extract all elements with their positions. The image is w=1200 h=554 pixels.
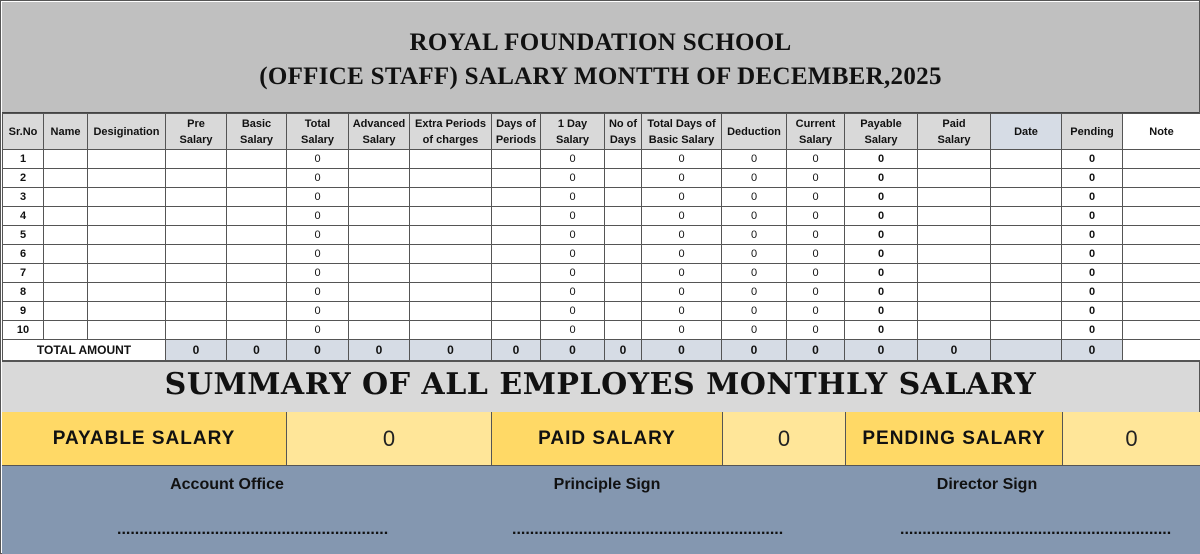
cell-date[interactable]: [991, 169, 1062, 188]
summary-boxes: [2, 412, 1200, 466]
cell-total-days-basic-salary[interactable]: 0: [642, 264, 722, 283]
cell-no-of-days[interactable]: [605, 302, 642, 321]
cell-name[interactable]: [44, 226, 88, 245]
header-line-1: Total: [304, 117, 331, 130]
cell-one-day-salary[interactable]: 0: [541, 169, 605, 188]
cell-pre-salary[interactable]: [166, 188, 227, 207]
cell-pre-salary[interactable]: [166, 169, 227, 188]
summary-banner: [2, 361, 1199, 413]
total-basic-salary: 0: [227, 340, 287, 361]
cell-extra-periods[interactable]: [410, 245, 492, 264]
total-days-of-periods: 0: [492, 340, 541, 361]
pending-salary-value[interactable]: 0: [1063, 412, 1200, 465]
cell-paid-salary[interactable]: [918, 283, 991, 302]
cell-date[interactable]: [991, 226, 1062, 245]
header-line-1: Date: [1014, 125, 1038, 138]
header-line-2: Salary: [362, 133, 396, 146]
cell-designation[interactable]: [88, 302, 166, 321]
header-line-1: Current: [795, 117, 836, 130]
total-total-days-basic-salary: 0: [642, 340, 722, 361]
cell-name[interactable]: [44, 302, 88, 321]
header-date: [991, 114, 1062, 150]
total-amount-label: TOTAL AMOUNT: [3, 340, 166, 361]
header-line-1: Name: [50, 125, 81, 138]
header-line-2: Salary: [300, 133, 335, 146]
cell-date[interactable]: [991, 150, 1062, 169]
cell-sr-no: 6: [3, 245, 44, 264]
cell-date[interactable]: [991, 283, 1062, 302]
table-header-row: [3, 114, 1200, 150]
cell-current-salary[interactable]: 0: [787, 321, 845, 340]
cell-extra-periods[interactable]: [410, 150, 492, 169]
header-extra-periods: [410, 114, 492, 150]
cell-designation[interactable]: [88, 321, 166, 340]
cell-basic-salary[interactable]: [227, 283, 287, 302]
account-office-label: Account Office: [170, 476, 284, 493]
cell-sr-no: 8: [3, 283, 44, 302]
cell-payable-salary[interactable]: 0: [845, 188, 918, 207]
cell-pre-salary[interactable]: [166, 283, 227, 302]
cell-no-of-days[interactable]: [605, 321, 642, 340]
header-no-of-days: [605, 114, 642, 150]
cell-note[interactable]: [1123, 150, 1200, 169]
cell-advanced-salary[interactable]: [349, 302, 410, 321]
cell-pre-salary[interactable]: [166, 226, 227, 245]
cell-current-salary[interactable]: 0: [787, 283, 845, 302]
cell-sr-no: 10: [3, 321, 44, 340]
table-row: [3, 207, 1200, 226]
cell-extra-periods[interactable]: [410, 302, 492, 321]
cell-note[interactable]: [1123, 321, 1200, 340]
cell-one-day-salary[interactable]: 0: [541, 226, 605, 245]
cell-designation[interactable]: [88, 207, 166, 226]
header-line-2: Salary: [179, 133, 213, 146]
cell-pre-salary[interactable]: [166, 245, 227, 264]
cell-designation[interactable]: [88, 188, 166, 207]
principle-sign-label: Principle Sign: [553, 476, 661, 493]
total-paid-salary: 0: [918, 340, 991, 361]
cell-name[interactable]: [44, 188, 88, 207]
cell-advanced-salary[interactable]: [349, 150, 410, 169]
cell-extra-periods[interactable]: [410, 264, 492, 283]
cell-total-days-basic-salary[interactable]: 0: [642, 283, 722, 302]
cell-advanced-salary[interactable]: [349, 188, 410, 207]
cell-pre-salary[interactable]: [166, 150, 227, 169]
cell-basic-salary[interactable]: [227, 245, 287, 264]
table-row: [3, 169, 1200, 188]
cell-deduction[interactable]: 0: [722, 245, 787, 264]
cell-deduction[interactable]: 0: [722, 169, 787, 188]
cell-current-salary[interactable]: 0: [787, 264, 845, 283]
cell-sr-no: 4: [3, 207, 44, 226]
cell-one-day-salary[interactable]: 0: [541, 283, 605, 302]
header-line-1: Desigination: [93, 125, 160, 138]
total-date: [991, 340, 1062, 361]
cell-deduction[interactable]: 0: [722, 283, 787, 302]
cell-one-day-salary[interactable]: 0: [541, 321, 605, 340]
header-line-2: Salary: [864, 133, 898, 146]
cell-pre-salary[interactable]: [166, 302, 227, 321]
cell-designation[interactable]: [88, 264, 166, 283]
cell-total-days-basic-salary[interactable]: 0: [642, 302, 722, 321]
cell-sr-no: 7: [3, 264, 44, 283]
school-title: ROYAL FOUNDATION SCHOOL: [409, 29, 792, 56]
cell-advanced-salary[interactable]: [349, 245, 410, 264]
cell-payable-salary[interactable]: 0: [845, 264, 918, 283]
cell-payable-salary[interactable]: 0: [845, 169, 918, 188]
cell-advanced-salary[interactable]: [349, 207, 410, 226]
header-line-2: Salary: [798, 133, 833, 146]
cell-pre-salary[interactable]: [166, 264, 227, 283]
cell-pre-salary[interactable]: [166, 321, 227, 340]
cell-pending[interactable]: 0: [1062, 169, 1123, 188]
cell-basic-salary[interactable]: [227, 150, 287, 169]
pending-salary-label: PENDING SALARY: [846, 412, 1063, 465]
cell-date[interactable]: [991, 264, 1062, 283]
header-line-1: Pre: [187, 117, 205, 130]
cell-note[interactable]: [1123, 169, 1200, 188]
cell-paid-salary[interactable]: [918, 302, 991, 321]
cell-current-salary[interactable]: 0: [787, 207, 845, 226]
cell-total-salary[interactable]: 0: [287, 226, 349, 245]
header-current-salary: [787, 114, 845, 150]
header-line-1: Days of: [496, 117, 536, 130]
header-total-days-basic-salary: [642, 114, 722, 150]
cell-total-days-basic-salary[interactable]: 0: [642, 226, 722, 245]
header-note: [1123, 114, 1200, 150]
cell-total-salary[interactable]: 0: [287, 188, 349, 207]
principle-signature-line[interactable]: .............................................................: [512, 521, 784, 538]
header-line-1: Advanced: [352, 117, 406, 130]
header-line-1: 1 Day: [557, 117, 588, 130]
cell-deduction[interactable]: 0: [722, 226, 787, 245]
table-row: [3, 226, 1200, 245]
cell-deduction[interactable]: 0: [722, 207, 787, 226]
cell-pending[interactable]: 0: [1062, 245, 1123, 264]
cell-designation[interactable]: [88, 283, 166, 302]
title-banner: [2, 2, 1199, 113]
cell-basic-salary[interactable]: [227, 302, 287, 321]
header-line-2: Periods: [495, 133, 537, 146]
cell-note[interactable]: [1123, 264, 1200, 283]
header-total-salary: [287, 114, 349, 150]
cell-payable-salary[interactable]: 0: [845, 226, 918, 245]
table-row: [3, 264, 1200, 283]
cell-deduction[interactable]: 0: [722, 150, 787, 169]
header-days-of-periods: [492, 114, 541, 150]
cell-name[interactable]: [44, 283, 88, 302]
cell-days-of-periods[interactable]: [492, 302, 541, 321]
header-line-1: Paid: [942, 117, 966, 130]
cell-deduction[interactable]: 0: [722, 188, 787, 207]
cell-sr-no: 2: [3, 169, 44, 188]
cell-basic-salary[interactable]: [227, 188, 287, 207]
cell-total-salary[interactable]: 0: [287, 321, 349, 340]
payable-salary-label: PAYABLE SALARY: [2, 412, 287, 465]
header-basic-salary: [227, 114, 287, 150]
cell-name[interactable]: [44, 169, 88, 188]
cell-date[interactable]: [991, 207, 1062, 226]
total-note: [1123, 340, 1200, 361]
total-pending: 0: [1062, 340, 1123, 361]
header-deduction: [722, 114, 787, 150]
cell-advanced-salary[interactable]: [349, 169, 410, 188]
cell-days-of-periods[interactable]: [492, 245, 541, 264]
header-line-1: Payable: [860, 117, 902, 130]
header-line-1: Note: [1149, 125, 1174, 138]
cell-advanced-salary[interactable]: [349, 226, 410, 245]
total-current-salary: 0: [787, 340, 845, 361]
cell-date[interactable]: [991, 321, 1062, 340]
cell-paid-salary[interactable]: [918, 150, 991, 169]
total-pre-salary: 0: [166, 340, 227, 361]
cell-date[interactable]: [991, 188, 1062, 207]
sheet-subtitle: (OFFICE STAFF) SALARY MONTTH OF DECEMBER,2025: [259, 63, 942, 90]
cell-total-salary[interactable]: 0: [287, 207, 349, 226]
cell-basic-salary[interactable]: [227, 321, 287, 340]
table-row: [3, 150, 1200, 169]
cell-designation[interactable]: [88, 150, 166, 169]
cell-one-day-salary[interactable]: 0: [541, 150, 605, 169]
total-deduction: 0: [722, 340, 787, 361]
cell-basic-salary[interactable]: [227, 226, 287, 245]
table-row: [3, 188, 1200, 207]
cell-deduction[interactable]: 0: [722, 264, 787, 283]
cell-total-salary[interactable]: 0: [287, 150, 349, 169]
cell-pre-salary[interactable]: [166, 207, 227, 226]
header-line-2: Salary: [937, 133, 971, 146]
cell-no-of-days[interactable]: [605, 207, 642, 226]
header-line-1: No of: [608, 117, 638, 130]
cell-name[interactable]: [44, 150, 88, 169]
cell-current-salary[interactable]: 0: [787, 245, 845, 264]
summary-title: SUMMARY OF ALL EMPLOYES MONTHLY SALARY: [164, 367, 1037, 402]
header-paid-salary: [918, 114, 991, 150]
header-line-2: Days: [609, 133, 637, 146]
header-sr-no: [3, 114, 44, 150]
total-total-salary: 0: [287, 340, 349, 361]
cell-total-days-basic-salary[interactable]: 0: [642, 188, 722, 207]
cell-days-of-periods[interactable]: [492, 207, 541, 226]
cell-sr-no: 3: [3, 188, 44, 207]
cell-one-day-salary[interactable]: 0: [541, 264, 605, 283]
cell-name[interactable]: [44, 207, 88, 226]
cell-total-days-basic-salary[interactable]: 0: [642, 169, 722, 188]
cell-designation[interactable]: [88, 245, 166, 264]
cell-payable-salary[interactable]: 0: [845, 321, 918, 340]
header-advanced-salary: [349, 114, 410, 150]
cell-no-of-days[interactable]: [605, 264, 642, 283]
cell-pending[interactable]: 0: [1062, 321, 1123, 340]
cell-no-of-days[interactable]: [605, 150, 642, 169]
total-payable-salary: 0: [845, 340, 918, 361]
total-no-of-days: 0: [605, 340, 642, 361]
cell-extra-periods[interactable]: [410, 207, 492, 226]
header-line-2: Salary: [555, 133, 590, 146]
total-amount-row: [3, 340, 1200, 361]
header-line-1: Deduction: [727, 125, 781, 138]
cell-days-of-periods[interactable]: [492, 226, 541, 245]
header-pre-salary: [166, 114, 227, 150]
cell-one-day-salary[interactable]: 0: [541, 188, 605, 207]
cell-paid-salary[interactable]: [918, 321, 991, 340]
cell-paid-salary[interactable]: [918, 245, 991, 264]
header-line-2: of charges: [422, 133, 479, 146]
cell-advanced-salary[interactable]: [349, 264, 410, 283]
cell-one-day-salary[interactable]: 0: [541, 207, 605, 226]
cell-extra-periods[interactable]: [410, 283, 492, 302]
cell-total-salary[interactable]: 0: [287, 283, 349, 302]
cell-sr-no: 9: [3, 302, 44, 321]
cell-note[interactable]: [1123, 283, 1200, 302]
cell-basic-salary[interactable]: [227, 207, 287, 226]
header-one-day-salary: [541, 114, 605, 150]
cell-name[interactable]: [44, 245, 88, 264]
paid-salary-value[interactable]: 0: [723, 412, 846, 465]
cell-total-salary[interactable]: 0: [287, 302, 349, 321]
cell-paid-salary[interactable]: [918, 169, 991, 188]
cell-note[interactable]: [1123, 302, 1200, 321]
cell-total-days-basic-salary[interactable]: 0: [642, 321, 722, 340]
cell-pending[interactable]: 0: [1062, 188, 1123, 207]
header-line-1: Sr.No: [8, 125, 38, 138]
cell-total-salary[interactable]: 0: [287, 169, 349, 188]
cell-days-of-periods[interactable]: [492, 321, 541, 340]
cell-total-salary[interactable]: 0: [287, 245, 349, 264]
cell-note[interactable]: [1123, 245, 1200, 264]
table-row: [3, 245, 1200, 264]
director-sign-label: Director Sign: [936, 476, 1038, 493]
cell-total-days-basic-salary[interactable]: 0: [642, 150, 722, 169]
cell-total-days-basic-salary[interactable]: 0: [642, 245, 722, 264]
cell-paid-salary[interactable]: [918, 226, 991, 245]
cell-payable-salary[interactable]: 0: [845, 150, 918, 169]
cell-date[interactable]: [991, 302, 1062, 321]
cell-days-of-periods[interactable]: [492, 264, 541, 283]
total-one-day-salary: 0: [541, 340, 605, 361]
cell-designation[interactable]: [88, 226, 166, 245]
cell-basic-salary[interactable]: [227, 264, 287, 283]
cell-note[interactable]: [1123, 226, 1200, 245]
cell-extra-periods[interactable]: [410, 169, 492, 188]
cell-current-salary[interactable]: 0: [787, 150, 845, 169]
cell-total-salary[interactable]: 0: [287, 264, 349, 283]
director-signature-line[interactable]: .............................................................: [900, 521, 1172, 538]
cell-note[interactable]: [1123, 207, 1200, 226]
cell-days-of-periods[interactable]: [492, 169, 541, 188]
cell-extra-periods[interactable]: [410, 226, 492, 245]
cell-advanced-salary[interactable]: [349, 321, 410, 340]
cell-payable-salary[interactable]: 0: [845, 302, 918, 321]
cell-no-of-days[interactable]: [605, 245, 642, 264]
cell-pending[interactable]: 0: [1062, 150, 1123, 169]
cell-current-salary[interactable]: 0: [787, 302, 845, 321]
cell-days-of-periods[interactable]: [492, 150, 541, 169]
cell-name[interactable]: [44, 321, 88, 340]
cell-extra-periods[interactable]: [410, 321, 492, 340]
cell-no-of-days[interactable]: [605, 283, 642, 302]
account-signature-line[interactable]: .............................................................: [117, 521, 389, 538]
header-line-1: Pending: [1070, 125, 1114, 138]
payable-salary-value[interactable]: 0: [287, 412, 492, 465]
cell-sr-no: 1: [3, 150, 44, 169]
cell-deduction[interactable]: 0: [722, 302, 787, 321]
cell-paid-salary[interactable]: [918, 188, 991, 207]
total-extra-periods: 0: [410, 340, 492, 361]
cell-note[interactable]: [1123, 188, 1200, 207]
cell-pending[interactable]: 0: [1062, 226, 1123, 245]
cell-date[interactable]: [991, 245, 1062, 264]
table-row: [3, 302, 1200, 321]
cell-name[interactable]: [44, 264, 88, 283]
header-line-2: Basic Salary: [648, 133, 715, 146]
cell-no-of-days[interactable]: [605, 169, 642, 188]
table-row: [3, 283, 1200, 302]
cell-one-day-salary[interactable]: 0: [541, 302, 605, 321]
cell-total-days-basic-salary[interactable]: 0: [642, 207, 722, 226]
signature-area: [2, 466, 1200, 554]
paid-salary-label: PAID SALARY: [492, 412, 723, 465]
cell-no-of-days[interactable]: [605, 226, 642, 245]
cell-current-salary[interactable]: 0: [787, 169, 845, 188]
cell-current-salary[interactable]: 0: [787, 188, 845, 207]
cell-pending[interactable]: 0: [1062, 207, 1123, 226]
cell-days-of-periods[interactable]: [492, 188, 541, 207]
cell-paid-salary[interactable]: [918, 264, 991, 283]
cell-basic-salary[interactable]: [227, 169, 287, 188]
cell-sr-no: 5: [3, 226, 44, 245]
cell-pending[interactable]: 0: [1062, 302, 1123, 321]
cell-designation[interactable]: [88, 169, 166, 188]
cell-deduction[interactable]: 0: [722, 321, 787, 340]
header-line-1: Extra Periods: [415, 117, 486, 130]
salary-table: [2, 113, 1200, 361]
header-payable-salary: [845, 114, 918, 150]
cell-paid-salary[interactable]: [918, 207, 991, 226]
table-row: [3, 321, 1200, 340]
header-name: [44, 114, 88, 150]
cell-payable-salary[interactable]: 0: [845, 283, 918, 302]
total-advanced-salary: 0: [349, 340, 410, 361]
cell-current-salary[interactable]: 0: [787, 226, 845, 245]
cell-one-day-salary[interactable]: 0: [541, 245, 605, 264]
header-line-2: Salary: [239, 133, 274, 146]
cell-days-of-periods[interactable]: [492, 283, 541, 302]
header-line-1: Basic: [241, 117, 272, 130]
header-designation: [88, 114, 166, 150]
cell-advanced-salary[interactable]: [349, 283, 410, 302]
header-pending: [1062, 114, 1123, 150]
header-line-1: Total Days of: [647, 117, 716, 130]
cell-no-of-days[interactable]: [605, 188, 642, 207]
cell-payable-salary[interactable]: 0: [845, 245, 918, 264]
cell-pending[interactable]: 0: [1062, 283, 1123, 302]
cell-payable-salary[interactable]: 0: [845, 207, 918, 226]
cell-pending[interactable]: 0: [1062, 264, 1123, 283]
cell-extra-periods[interactable]: [410, 188, 492, 207]
